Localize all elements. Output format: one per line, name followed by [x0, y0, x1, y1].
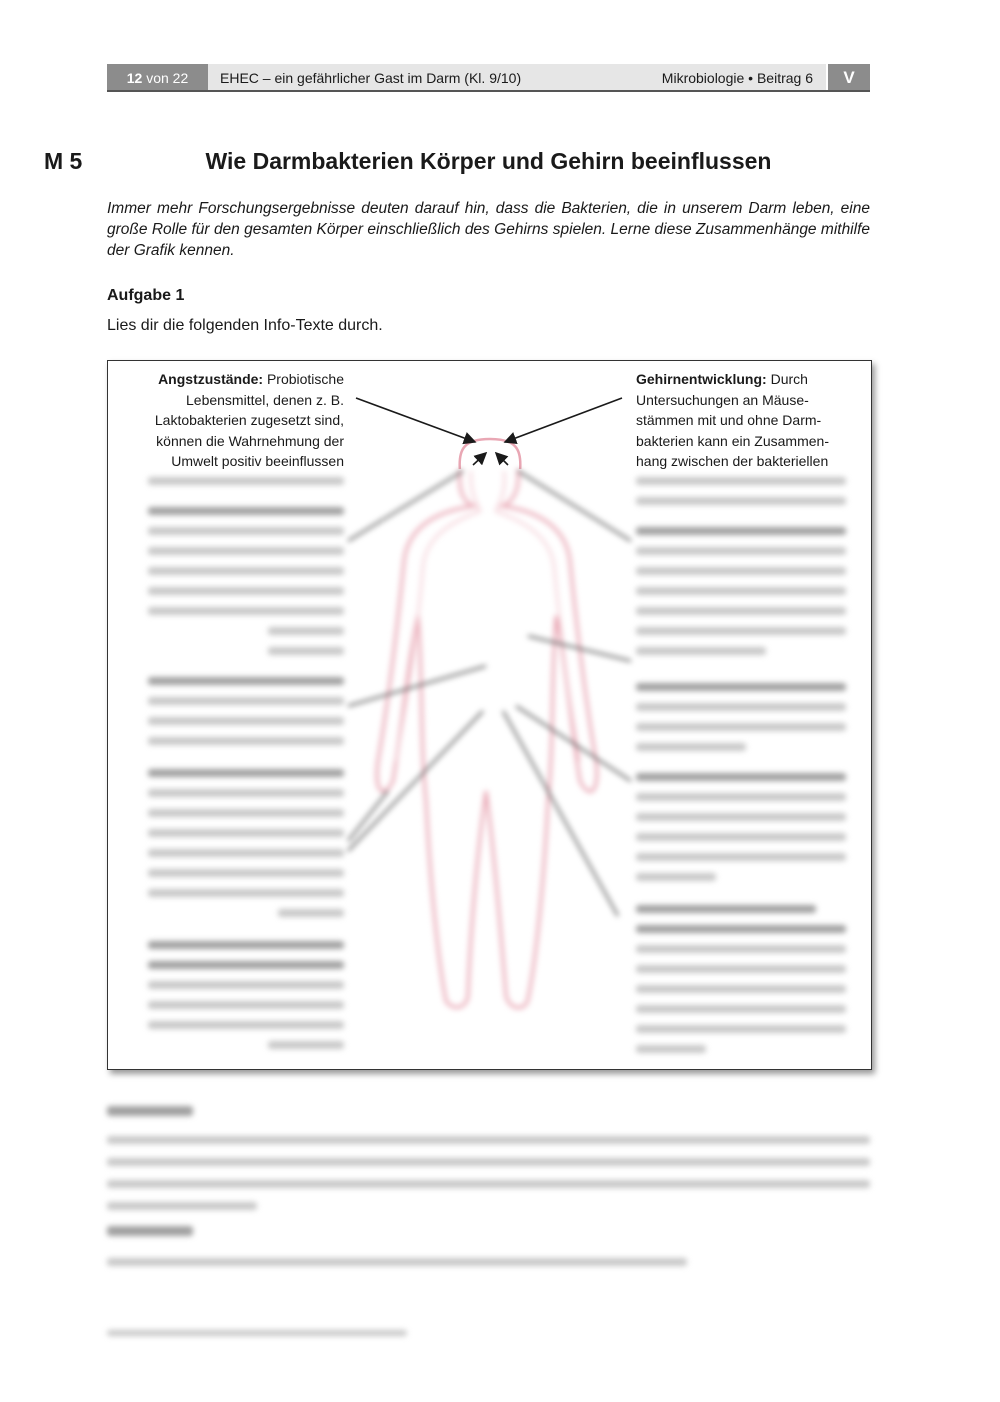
page-header [107, 64, 870, 92]
page-title: Wie Darmbakterien Körper und Gehirn beeinflussen [205, 148, 772, 174]
header-title-bar [208, 64, 826, 92]
info-brain-line: Durch [770, 371, 808, 387]
info-anxiety-line: können die Wahrnehmung der [156, 432, 344, 449]
info-brain-line: hang zwischen der bakteriellen [636, 453, 829, 469]
task1-heading: Aufgabe 1 [107, 287, 185, 304]
level-badge: V [828, 64, 870, 92]
page-number [107, 64, 208, 92]
info-brain-line: stämmen mit und ohne Darm- [636, 412, 822, 428]
page-current: 12 [126, 70, 143, 86]
page-total: 22 [172, 70, 189, 86]
info-anxiety-line: Probiotische [266, 371, 344, 387]
info-brain-line: Untersuchungen an Mäuse- [636, 391, 809, 408]
task1-text: Lies dir die folgenden Info-Texte durch. [107, 317, 383, 334]
info-brain-line: bakterien kann ein Zusammen- [636, 432, 829, 449]
info-anxiety-line: Laktobakterien zugesetzt sind, [154, 412, 344, 428]
intro-text: Immer mehr Forschungsergebnisse deuten darauf hin, dass die Bakterien, die in unserem Darm leben, eine große Rolle für den gesamten Körper einschließlich des Gehirns spielen. Lerne diese Zusammenhänge mithilfe der Grafik kennen. [107, 200, 870, 259]
page-sep: von [146, 70, 169, 86]
info-anxiety-title: Angstzustände: [158, 371, 264, 387]
header-subject: Mikrobiologie • Beitrag 6 [661, 70, 813, 86]
info-brain-title: Gehirnentwicklung: [636, 371, 767, 387]
info-anxiety-line: Lebensmittel, denen z. B. [186, 391, 344, 408]
material-label: M 5 [44, 148, 83, 174]
body-figure [107, 360, 872, 1070]
header-title: EHEC – ein gefährlicher Gast im Darm (Kl. 9/10) [220, 70, 522, 86]
header-rule [107, 90, 870, 92]
info-anxiety-line: Umwelt positiv beeinflussen [171, 453, 344, 469]
